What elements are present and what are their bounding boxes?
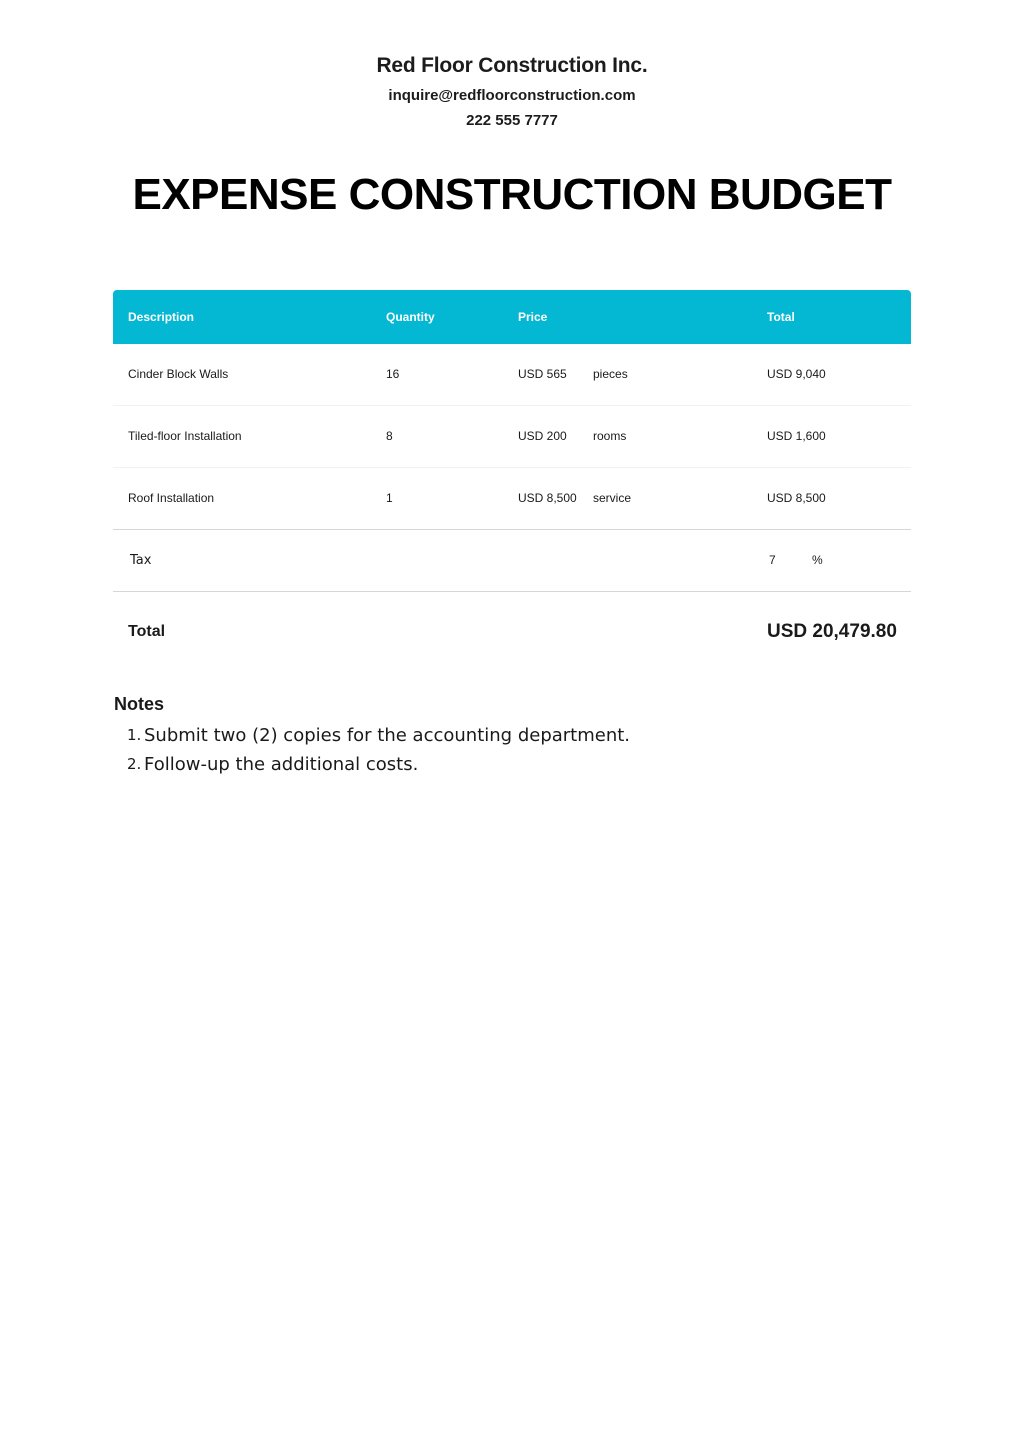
company-name: Red Floor Construction Inc. [376,54,648,77]
row-unit: service [593,491,632,505]
row-price: USD 8,500 [518,491,577,505]
row-quantity: 1 [386,491,393,505]
note-text: Follow-up the additional costs. [144,754,419,775]
company-phone: 222 555 7777 [466,112,558,129]
grand-total-value: USD 20,479.80 [767,621,897,642]
tax-unit: % [812,553,823,567]
document-title: EXPENSE CONSTRUCTION BUDGET [132,170,892,219]
header-description: Description [128,310,195,324]
note-text: Submit two (2) copies for the accounting department. [144,725,631,746]
row-price: USD 565 [518,367,567,381]
header-price: Price [518,310,548,324]
note-item [114,721,914,750]
row-quantity: 16 [386,367,400,381]
note-item [114,750,914,779]
table-row [113,468,911,530]
row-quantity: 8 [386,429,393,443]
grand-total-row [113,592,911,672]
row-unit: rooms [593,429,627,443]
tax-row [113,530,911,592]
budget-table [113,290,911,672]
tax-value: 7 [769,553,776,567]
row-price: USD 200 [518,429,567,443]
row-description: Tiled-floor Installation [128,429,242,443]
notes-section [114,694,914,779]
tax-label: Tax [130,553,152,568]
grand-total-label: Total [128,623,166,640]
note-number: 2. [127,755,142,773]
row-description: Cinder Block Walls [128,367,229,381]
header-total: Total [767,310,795,324]
table-row [113,406,911,468]
row-description: Roof Installation [128,491,215,505]
row-total: USD 9,040 [767,367,826,381]
row-total: USD 8,500 [767,491,826,505]
notes-title: Notes [114,694,165,714]
table-row [113,344,911,406]
notes-list [114,721,914,779]
row-unit: pieces [593,367,628,381]
company-email: inquire@redfloorconstruction.com [388,87,636,104]
table-header [113,290,911,344]
note-number: 1. [127,726,142,744]
row-total: USD 1,600 [767,429,826,443]
header-quantity: Quantity [386,310,435,324]
